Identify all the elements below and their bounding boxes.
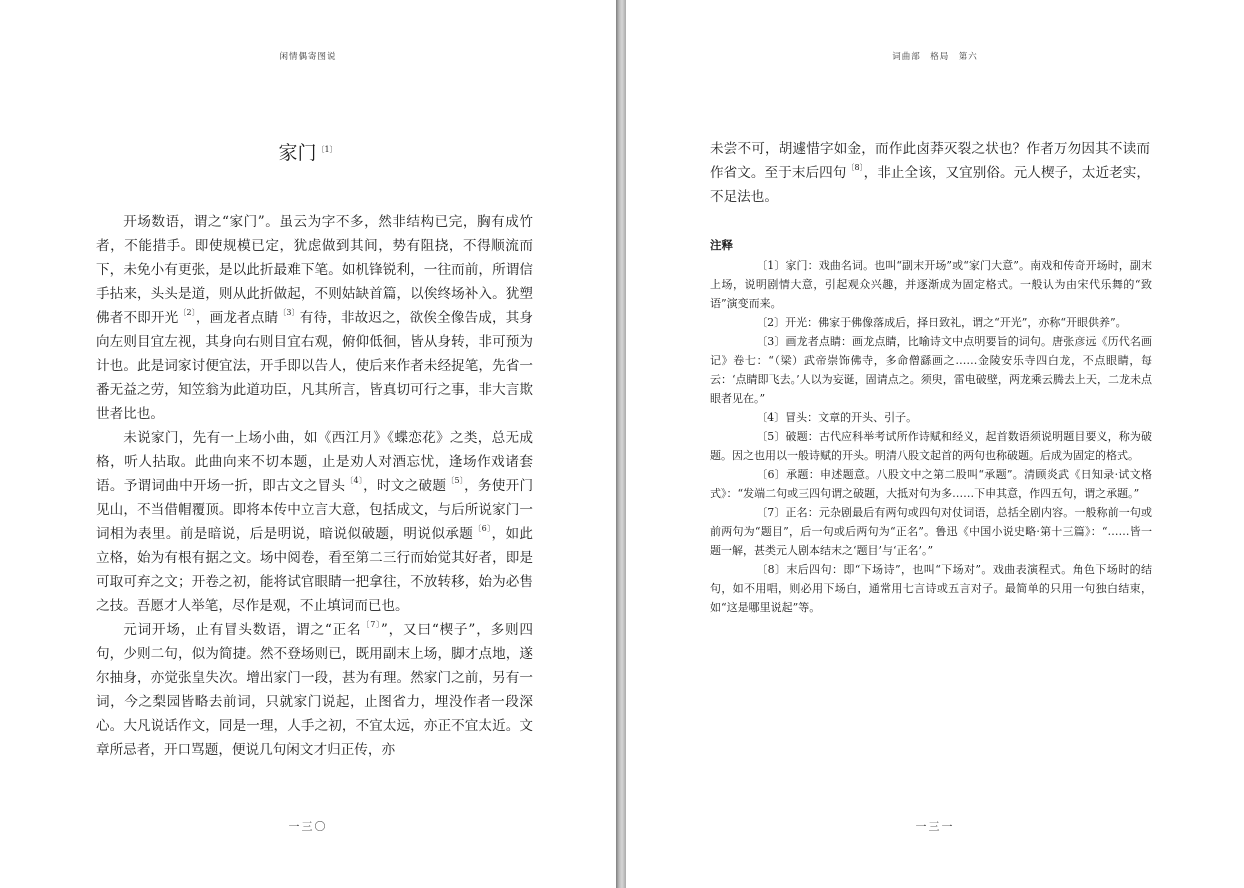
- note-marker: 〔6〕: [473, 524, 492, 533]
- title-note-marker: 〔1〕: [316, 145, 338, 154]
- note-item: 〔5〕破题：古代应科举考试所作诗赋和经义，起首数语须说明题目要义，称为破题。因之也用以一般诗赋的开头。明清八股文起首的两句也称破题。后成为固定的格式。: [710, 430, 1152, 462]
- notes-heading: 注释: [710, 238, 733, 252]
- text-run: ，非止全该，又宜别俗。元人楔子，太近老实，不足法也。: [710, 165, 1151, 205]
- text-run: 开场数语，谓之“家门”。虽云为字不多，然非结构已完，胸有成竹者，不能措手。即使规模已定，犹虑做到其间，势有阻挠，不得顺流而下，未免小有更张，是以此折最难下笔。如机锋锐利，一往而前，所谓信手拈来，头头是道，则从此折做起，不则姑缺首篇，以俟终场补入。犹塑佛者不即开光: [96, 214, 533, 326]
- text-run: 有待，非故迟之，欲俟全像告成，其身向左则目宜左视，其身向右则目宜右观，俯仰低徊，皆从身转，非可预为计也。此是词家讨便宜法，开手即以告人，使后来作者未经捉笔，先省一番无益之劳，知笠翁为此道功臣，凡其所言，皆真切可行之事，非大言欺世者比也。: [96, 310, 534, 422]
- text-run: 未说家门，先有一上场小曲，如《西江月》《蝶恋花》之类，总无成格，听人拈取。此曲向来不切本题，止是劝人对酒忘忧，逢场作戏诸套语。予谓词曲中开场一折，即古文之冒头: [96, 430, 533, 494]
- text-run: ，时文之破题: [363, 478, 447, 494]
- body-text-continuation: [710, 137, 1150, 209]
- section-title: [0, 138, 616, 165]
- running-head: 闲情偶寄图说: [279, 52, 337, 62]
- note-marker: 〔7〕: [361, 620, 381, 629]
- text-run: ，如此立格，始为有根有据之文。场中阅卷，看至第二三行而始觉其好者，即是可取可弃之文；开卷之初，能将试官眼睛一把拿往，不放转移，始为必售之技。吾愿才人举笔，尽作是观，不止填词而已也。: [96, 526, 534, 614]
- note-item: 〔2〕开光：佛家于佛像落成后，择日致礼，谓之“开光”，亦称“开眼供养”。: [756, 316, 1127, 329]
- paragraph: [96, 618, 533, 762]
- book-gutter: [616, 0, 626, 888]
- note-marker: 〔4〕: [345, 476, 364, 485]
- note-item: 〔8〕末后四句：即“下场诗”，也叫“下场对”。戏曲表演程式。角色下场时的结句，如不用唱，则必用下场白，通常用七言诗或五言对子。最简单的只用一句独白结束，如“这是哪里说起”等。: [710, 563, 1152, 614]
- paragraph: [96, 426, 533, 618]
- text-run: ，务使开门见山，不当借帽覆顶。即将本传中立言大意，包括成文，与后所说家门一词相为表里。前是暗说，后是明说，暗说似破题，明说似承题: [96, 478, 534, 542]
- note-marker: 〔8〕: [846, 163, 864, 172]
- paragraph: [96, 210, 533, 426]
- running-head: 词曲部 格局 第六: [892, 52, 978, 62]
- notes-list: [710, 256, 1152, 617]
- right-page: [626, 0, 1244, 888]
- note-marker: 〔3〕: [278, 308, 300, 317]
- left-page: [0, 0, 616, 888]
- page-number: 一三一: [915, 820, 955, 833]
- text-run: 元词开场，止有冒头数语，谓之“正名: [123, 622, 362, 638]
- note-item: 〔4〕冒头：文章的开头、引子。: [756, 411, 918, 424]
- text-run: ”，又曰“楔子”，多则四句，少则二句，似为简捷。然不登场则已，既用副末上场，脚才点地，遂尔抽身，亦觉张皇失次。增出家门一段，甚为有理。然家门之前，另有一词，今之梨园皆略去前词，只就家门说起，止图省力，埋没作者一段深心。大凡说话作文，同是一理，人手之初，不宜太远，亦正不宜太近。文章所忌者，开口骂题，便说几句闲文才归正传，亦: [96, 622, 533, 758]
- note-item: 〔3〕画龙者点睛：画龙点睛，比喻诗文中点明要旨的词句。唐张彦远《历代名画记》卷七：“（梁）武帝崇饰佛寺，多命僧繇画之……金陵安乐寺四白龙，不点眼睛，每云：‘点睛即飞去。’人以为妄诞，固请点之。须臾，雷电破壁，两龙乘云腾去上天，二龙未点眼者见在。”: [710, 335, 1152, 405]
- text-run: 未尝不可，胡遽惜字如金，而作此卤莽灭裂之状也？作者万勿因其不读而作省文。至于末后四句: [710, 141, 1150, 181]
- text-run: ，画龙者点睛: [195, 310, 279, 326]
- paragraph: [710, 137, 1150, 209]
- note-marker: 〔2〕: [178, 308, 196, 317]
- note-item: 〔7〕正名：元杂剧最后有两句或四句对仗词语，总括全剧内容。一般称前一句或前两句为“题目”，后一句或后两句为“正名”。鲁迅《中国小说史略·第十三篇》：“……皆一题一解，甚类元人剧本结末之‘题目’与‘正名’。”: [710, 506, 1152, 557]
- body-text: [96, 210, 533, 762]
- note-item: 〔1〕家门：戏曲名词。也叫“副末开场”或“家门大意”。南戏和传奇开场时，副末上场，说明剧情大意，引起观众兴趣，并逐渐成为固定格式。一般认为由宋代乐舞的“致语”演变而来。: [710, 259, 1152, 310]
- note-item: 〔6〕承题：申述题意。八股文中之第二股叫“承题”。清顾炎武《日知录·试文格式》：“发端二句或三四句谓之破题，大抵对句为多……下申其意，作四五句，谓之承题。”: [710, 468, 1152, 500]
- title-text: 家门: [278, 142, 317, 164]
- page-number: 一三〇: [288, 820, 328, 833]
- note-marker: 〔5〕: [446, 476, 465, 485]
